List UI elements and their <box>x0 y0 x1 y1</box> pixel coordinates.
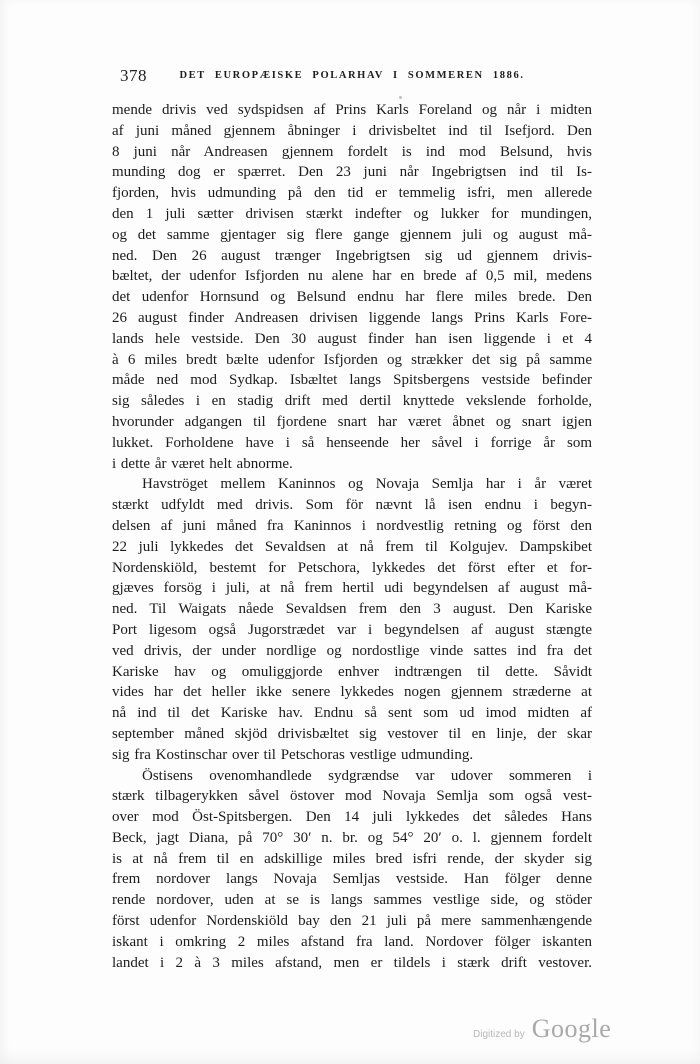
body-text <box>112 100 592 973</box>
text-line: Nordenskiöld, bestemt for Petschora, lykkedes det först efter et for- <box>112 559 592 576</box>
text-line: Kariske hav og omuliggjorde enhver indtrængen til dette. Såvidt <box>112 663 592 680</box>
text-line: Beck, jagt Diana, på 70° 30′ n. br. og 54° 20′ o. l. gjennem fordelt <box>112 829 592 846</box>
text-line: 26 august finder Andreasen drivisen liggende langs Prins Karls Fore- <box>112 309 592 326</box>
text-line: det udenfor Hornsund og Belsund endnu har flere miles brede. Den <box>112 289 592 306</box>
page-number: 378 <box>120 66 147 85</box>
google-logo: Google <box>531 1014 612 1043</box>
text-line: ned. Til Waigats nåede Sevaldsen frem den 3 august. Den Kariske <box>112 601 592 618</box>
text-line: ned. Den 26 august trænger Ingebrigtsen sig ud gjennem drivis- <box>112 247 592 264</box>
text-line: först udenfor Nordenskiöld bay den 21 juli på mere sammenhængende <box>112 913 592 930</box>
text-line: ved drivis, der under nordlige og nordostlige vinde sattes ind fra det <box>112 642 592 659</box>
text-line: 8 juni når Andreasen gjennem fordelt is ind mod Belsund, hvis <box>112 143 592 160</box>
running-header: DET EUROPÆISKE POLARHAV I SOMMEREN 1886. <box>179 70 525 81</box>
text-line: og det samme gjentager sig flere gange gjennem juli og august må- <box>112 226 592 243</box>
text-line: lands hele vestside. Den 30 august finder han isen liggende i et 4 <box>112 330 592 347</box>
text-line: gjæves forsög i juli, at nå frem hertil udi begyndelsen af august må- <box>112 580 592 597</box>
text-line: måde ned mod Sydkap. Isbæltet langs Spitsbergens vestside befinder <box>112 372 592 389</box>
text-line: sig fra Kostinschar over til Petschoras vestlige udmunding. <box>112 746 474 763</box>
watermark-prefix: Digitized by <box>473 1029 525 1040</box>
text-line: delsen af juni måned fra Kaninnos i nordvestlig retning og först den <box>112 517 592 534</box>
text-line: Havströget mellem Kaninnos og Novaja Semlja har i år været <box>142 476 592 493</box>
text-line: september måned skjöd drivisbæltet sig vestover til en linje, der skar <box>112 725 592 742</box>
text-line: nå ind til det Kariske hav. Endnu så sent som ud imod midten af <box>112 705 592 722</box>
text-line: rende nordover, uden at se is langs sammes vestlige side, og stöder <box>112 892 592 909</box>
text-line: bæltet, der udenfor Isfjorden nu alene har en brede af 0,5 mil, medens <box>112 268 592 285</box>
text-line: à 6 miles bredt bælte udenfor Isfjorden og strækker det sig på samme <box>112 351 592 368</box>
text-line: is at nå frem til en adskillige miles bred isfri rende, der skyder sig <box>112 850 592 867</box>
text-line: iskant i omkring 2 miles afstand fra land. Nordover fölger iskanten <box>112 933 592 950</box>
text-line: stærk tilbagerykken såvel östover mod Novaja Semlja som også vest- <box>112 788 592 805</box>
text-line: sig således i en stadig drift med dertil knyttede vekslende forholde, <box>112 393 592 410</box>
text-line: over mod Öst-Spitsbergen. Den 14 juli lykkedes det således Hans <box>112 809 592 826</box>
text-line: den 1 juli sætter drivisen stærkt indefter og lukker for mundingen, <box>112 205 592 222</box>
text-line: 22 juli lykkedes det Sevaldsen at nå frem til Kolgujev. Dampskibet <box>112 538 592 555</box>
watermark <box>473 1014 611 1044</box>
text-line: stærkt udfyldt med drivis. Som för nævnt lå isen endnu i begyn- <box>112 497 592 514</box>
text-line: af juni måned gjennem åbninger i drivisbeltet ind til Isefjord. Den <box>112 122 592 139</box>
text-line: munding dog er spærret. Den 23 juni når Ingebrigtsen ind til Is- <box>112 164 592 181</box>
page-header <box>112 66 592 88</box>
text-line: i dette år været helt abnorme. <box>112 455 293 472</box>
scan-speck <box>399 96 402 99</box>
text-line: landet i 2 à 3 miles afstand, men er tildels i stærk drift vestover. <box>112 954 592 971</box>
text-line: fjorden, hvis udmunding på den tid er temmelig isfri, men allerede <box>112 185 592 202</box>
text-line: vides har det heller ikke senere lykkedes nogen gjennem stræderne at <box>112 684 592 701</box>
text-line: mende drivis ved sydspidsen af Prins Karls Foreland og når i midten <box>112 102 592 118</box>
text-line: Östisens ovenomhandlede sydgrændse var udover sommeren i <box>142 767 592 784</box>
text-line: lukket. Forholdene have i så henseende her såvel i forrige år som <box>112 434 592 451</box>
text-line: Port ligesom også Jugorstrædet var i begyndelsen af august stængte <box>112 621 592 638</box>
text-line: frem nordover langs Novaja Semljas vestside. Han fölger denne <box>112 871 592 888</box>
text-line: hvorunder adgangen til fjordene snart har været åbnet og snart igjen <box>112 413 592 430</box>
